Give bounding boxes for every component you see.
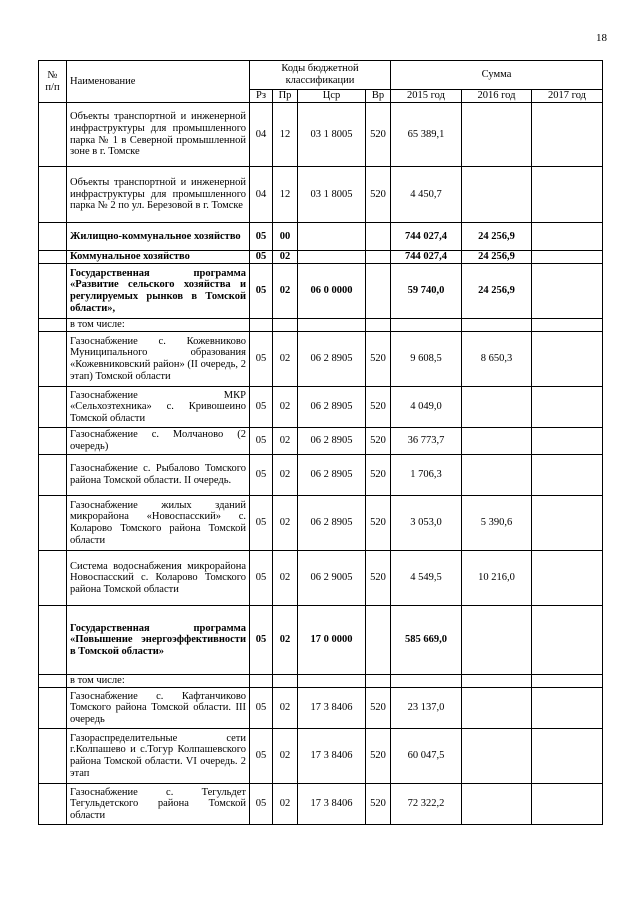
cell-2016	[462, 455, 532, 496]
cell-num	[39, 688, 67, 729]
cell-num	[39, 784, 67, 825]
cell-name: Система водоснабжения микрорайона Новоспасский с. Коларово Томского района Томской области	[67, 551, 250, 606]
cell-pr: 02	[273, 387, 298, 428]
cell-2015: 72 322,2	[391, 784, 462, 825]
table-row	[39, 387, 603, 428]
cell-rz: 05	[250, 428, 273, 455]
cell-rz: 05	[250, 688, 273, 729]
cell-pr: 02	[273, 264, 298, 319]
cell-name: Газоснабжение с. Кожевниково Муниципального образования «Кожевниковский район» (II очередь, 2 этап) Томской области	[67, 332, 250, 387]
cell-2015: 744 027,4	[391, 251, 462, 264]
cell-pr: 02	[273, 551, 298, 606]
cell-2016	[462, 688, 532, 729]
cell-2017	[532, 688, 603, 729]
cell-num	[39, 551, 67, 606]
cell-2015: 4 049,0	[391, 387, 462, 428]
cell-num	[39, 264, 67, 319]
cell-name: Жилищно-коммунальное хозяйство	[67, 223, 250, 251]
cell-vr: 520	[366, 167, 391, 223]
cell-name: Газоснабжение с. Тегульдет Тегульдетского района Томской области	[67, 784, 250, 825]
cell-rz	[250, 675, 273, 688]
cell-csr: 06 2 8905	[298, 332, 366, 387]
cell-rz: 05	[250, 332, 273, 387]
cell-vr	[366, 223, 391, 251]
cell-pr: 02	[273, 784, 298, 825]
header-row-top	[39, 61, 603, 90]
cell-vr: 520	[366, 428, 391, 455]
cell-name: Газоснабжение с. Молчаново (2 очередь)	[67, 428, 250, 455]
cell-pr: 02	[273, 688, 298, 729]
cell-2016: 5 390,6	[462, 496, 532, 551]
table-row	[39, 332, 603, 387]
cell-name: Газоснабжение с. Рыбалово Томского района Томской области. II очередь.	[67, 455, 250, 496]
cell-2017	[532, 319, 603, 332]
cell-2015: 23 137,0	[391, 688, 462, 729]
cell-pr: 02	[273, 606, 298, 675]
cell-vr	[366, 606, 391, 675]
cell-pr: 02	[273, 251, 298, 264]
cell-name: Государственная программа «Развитие сельского хозяйства и регулируемых рынков в Томской области»,	[67, 264, 250, 319]
cell-num	[39, 496, 67, 551]
cell-2015: 744 027,4	[391, 223, 462, 251]
table-row	[39, 784, 603, 825]
cell-vr: 520	[366, 729, 391, 784]
cell-2017	[532, 551, 603, 606]
col-header-csr: Цср	[298, 90, 366, 103]
cell-pr: 02	[273, 332, 298, 387]
cell-rz: 05	[250, 455, 273, 496]
cell-csr: 03 1 8005	[298, 167, 366, 223]
page-number: 18	[596, 32, 607, 44]
cell-num	[39, 729, 67, 784]
table-row	[39, 455, 603, 496]
cell-2017	[532, 387, 603, 428]
cell-csr: 06 2 8905	[298, 496, 366, 551]
cell-csr: 17 3 8406	[298, 784, 366, 825]
cell-2017	[532, 496, 603, 551]
cell-2016: 24 256,9	[462, 223, 532, 251]
table-body	[39, 103, 603, 825]
cell-num	[39, 428, 67, 455]
col-header-2015: 2015 год	[391, 90, 462, 103]
cell-2017	[532, 675, 603, 688]
cell-rz: 04	[250, 103, 273, 167]
cell-pr: 12	[273, 167, 298, 223]
cell-csr: 06 2 8905	[298, 455, 366, 496]
cell-2016	[462, 428, 532, 455]
table-row	[39, 223, 603, 251]
cell-num	[39, 223, 67, 251]
cell-vr	[366, 675, 391, 688]
cell-num	[39, 387, 67, 428]
cell-2015	[391, 319, 462, 332]
cell-vr: 520	[366, 103, 391, 167]
cell-rz: 05	[250, 251, 273, 264]
cell-vr: 520	[366, 332, 391, 387]
cell-vr	[366, 264, 391, 319]
cell-2015: 36 773,7	[391, 428, 462, 455]
cell-2017	[532, 455, 603, 496]
cell-vr: 520	[366, 455, 391, 496]
table-row	[39, 551, 603, 606]
col-header-2016: 2016 год	[462, 90, 532, 103]
cell-csr: 06 2 9005	[298, 551, 366, 606]
cell-name: в том числе:	[67, 675, 250, 688]
budget-table	[38, 60, 603, 825]
cell-name: Объекты транспортной и инженерной инфраструктуры для промышленного парка № 2 по ул. Березовой в г. Томске	[67, 167, 250, 223]
cell-name: в том числе:	[67, 319, 250, 332]
cell-rz: 05	[250, 551, 273, 606]
cell-2016	[462, 103, 532, 167]
cell-rz: 05	[250, 264, 273, 319]
cell-name: Газоснабжение МКР «Сельхозтехника» с. Кривошеино Томской области	[67, 387, 250, 428]
cell-vr: 520	[366, 387, 391, 428]
cell-csr: 06 0 0000	[298, 264, 366, 319]
cell-csr	[298, 675, 366, 688]
cell-vr: 520	[366, 551, 391, 606]
cell-2015: 59 740,0	[391, 264, 462, 319]
cell-csr: 03 1 8005	[298, 103, 366, 167]
col-header-2017: 2017 год	[532, 90, 603, 103]
cell-num	[39, 167, 67, 223]
cell-rz: 05	[250, 784, 273, 825]
cell-num	[39, 455, 67, 496]
table-row	[39, 606, 603, 675]
cell-pr: 02	[273, 455, 298, 496]
table-row	[39, 251, 603, 264]
cell-rz: 05	[250, 606, 273, 675]
cell-2016: 24 256,9	[462, 251, 532, 264]
cell-name: Газоснабжение с. Кафтанчиково Томского района Томской области. III очередь	[67, 688, 250, 729]
cell-2015: 60 047,5	[391, 729, 462, 784]
table-row	[39, 729, 603, 784]
cell-2017	[532, 251, 603, 264]
cell-2015	[391, 675, 462, 688]
col-header-num: № п/п	[39, 61, 67, 103]
cell-2015: 1 706,3	[391, 455, 462, 496]
table-row	[39, 103, 603, 167]
cell-2015: 3 053,0	[391, 496, 462, 551]
cell-rz	[250, 319, 273, 332]
cell-name: Государственная программа «Повышение энергоэффективности в Томской области»	[67, 606, 250, 675]
cell-csr	[298, 319, 366, 332]
cell-2016	[462, 784, 532, 825]
cell-2017	[532, 729, 603, 784]
cell-num	[39, 103, 67, 167]
col-header-rz: Рз	[250, 90, 273, 103]
table-row	[39, 319, 603, 332]
cell-vr: 520	[366, 688, 391, 729]
cell-rz: 05	[250, 223, 273, 251]
cell-num	[39, 319, 67, 332]
cell-2016	[462, 167, 532, 223]
cell-2017	[532, 264, 603, 319]
cell-2017	[532, 428, 603, 455]
cell-pr: 02	[273, 729, 298, 784]
table-row	[39, 428, 603, 455]
cell-pr	[273, 675, 298, 688]
cell-csr: 17 3 8406	[298, 729, 366, 784]
cell-csr: 06 2 8905	[298, 428, 366, 455]
cell-num	[39, 332, 67, 387]
cell-2017	[532, 332, 603, 387]
table-row	[39, 496, 603, 551]
cell-2015: 585 669,0	[391, 606, 462, 675]
cell-rz: 04	[250, 167, 273, 223]
table-row	[39, 688, 603, 729]
col-header-vr: Вр	[366, 90, 391, 103]
cell-rz: 05	[250, 387, 273, 428]
cell-2016: 8 650,3	[462, 332, 532, 387]
cell-pr: 02	[273, 428, 298, 455]
cell-name: Коммунальное хозяйство	[67, 251, 250, 264]
cell-2017	[532, 784, 603, 825]
col-header-name: Наименование	[67, 61, 250, 103]
table-row	[39, 675, 603, 688]
table-row	[39, 167, 603, 223]
table-row	[39, 264, 603, 319]
cell-csr	[298, 223, 366, 251]
cell-2016	[462, 387, 532, 428]
cell-2015: 4 549,5	[391, 551, 462, 606]
cell-name: Газораспределительные сети г.Колпашево и с.Тогур Колпашевского района Томской области. VI очередь. 2 этап	[67, 729, 250, 784]
col-header-sum: Сумма	[391, 61, 603, 90]
cell-vr	[366, 319, 391, 332]
cell-2015: 4 450,7	[391, 167, 462, 223]
cell-csr: 06 2 8905	[298, 387, 366, 428]
cell-2016	[462, 675, 532, 688]
cell-2016	[462, 729, 532, 784]
cell-vr: 520	[366, 784, 391, 825]
cell-2015: 9 608,5	[391, 332, 462, 387]
cell-pr: 12	[273, 103, 298, 167]
cell-name: Газоснабжение жилых зданий микрорайона «Новоспасский» с. Коларово Томского района Томской области	[67, 496, 250, 551]
cell-vr: 520	[366, 496, 391, 551]
cell-pr: 02	[273, 496, 298, 551]
cell-2017	[532, 103, 603, 167]
col-header-pr: Пр	[273, 90, 298, 103]
cell-rz: 05	[250, 729, 273, 784]
cell-2015: 65 389,1	[391, 103, 462, 167]
cell-2016: 10 216,0	[462, 551, 532, 606]
cell-num	[39, 606, 67, 675]
cell-vr	[366, 251, 391, 264]
cell-num	[39, 251, 67, 264]
cell-2016	[462, 606, 532, 675]
cell-csr	[298, 251, 366, 264]
cell-name: Объекты транспортной и инженерной инфраструктуры для промышленного парка № 1 в Северной промышленной зоне в г. Томске	[67, 103, 250, 167]
cell-2016: 24 256,9	[462, 264, 532, 319]
cell-csr: 17 3 8406	[298, 688, 366, 729]
cell-rz: 05	[250, 496, 273, 551]
cell-2017	[532, 167, 603, 223]
col-header-codes: Коды бюджетной классификации	[250, 61, 391, 90]
cell-csr: 17 0 0000	[298, 606, 366, 675]
cell-num	[39, 675, 67, 688]
cell-pr: 00	[273, 223, 298, 251]
cell-2017	[532, 606, 603, 675]
cell-2016	[462, 319, 532, 332]
cell-2017	[532, 223, 603, 251]
cell-pr	[273, 319, 298, 332]
